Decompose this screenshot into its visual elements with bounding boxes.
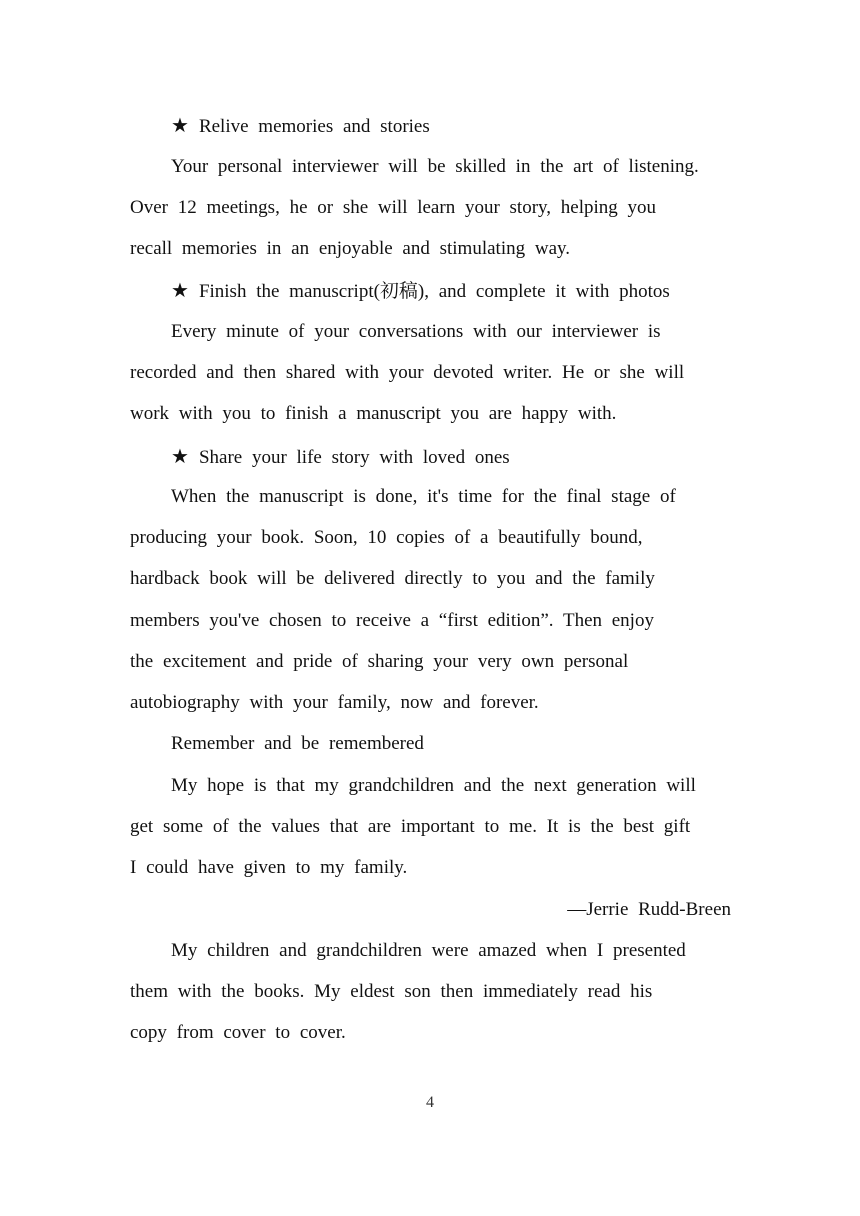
section-heading-finish: ★ Finish the manuscript(初稿), and complete it with photos xyxy=(171,278,670,302)
paragraph-line: recall memories in an enjoyable and stimulating way. xyxy=(130,238,571,259)
paragraph-line: Over 12 meetings, he or she will learn your story, helping you xyxy=(130,197,657,218)
section-heading-share: ★ Share your life story with loved ones xyxy=(171,444,510,468)
paragraph-line: I could have given to my family. xyxy=(130,857,408,878)
star-icon: ★ xyxy=(171,278,189,302)
paragraph-line: the excitement and pride of sharing your very own personal xyxy=(130,651,629,672)
paragraph-line: work with you to finish a manuscript you are happy with. xyxy=(130,403,617,424)
paragraph-line: copy from cover to cover. xyxy=(130,1022,346,1043)
paragraph-line: My children and grandchildren were amazed when I presented xyxy=(171,940,686,961)
paragraph-line: Your personal interviewer will be skilled in the art of listening. xyxy=(171,156,699,177)
section-heading-relive: ★ Relive memories and stories xyxy=(171,113,430,137)
paragraph-line: autobiography with your family, now and forever. xyxy=(130,692,539,713)
paragraph-line: hardback book will be delivered directly to you and the family xyxy=(130,568,655,589)
star-icon: ★ xyxy=(171,444,189,468)
page-number: 4 xyxy=(426,1094,434,1111)
paragraph-line: recorded and then shared with your devoted writer. He or she will xyxy=(130,362,685,383)
paragraph-line: producing your book. Soon, 10 copies of a beautifully bound, xyxy=(130,527,643,548)
star-icon: ★ xyxy=(171,113,189,137)
paragraph-line: them with the books. My eldest son then immediately read his xyxy=(130,981,653,1002)
paragraph-line: members you've chosen to receive a “first edition”. Then enjoy xyxy=(130,610,654,631)
paragraph-line: When the manuscript is done, it's time for the final stage of xyxy=(171,486,676,507)
paragraph-line: get some of the values that are important to me. It is the best gift xyxy=(130,816,691,837)
section-heading-remember: Remember and be remembered xyxy=(171,733,424,754)
quote-attribution: —Jerrie Rudd-Breen xyxy=(567,899,731,920)
paragraph-line: Every minute of your conversations with our interviewer is xyxy=(171,321,661,342)
paragraph-line: My hope is that my grandchildren and the next generation will xyxy=(171,775,696,796)
